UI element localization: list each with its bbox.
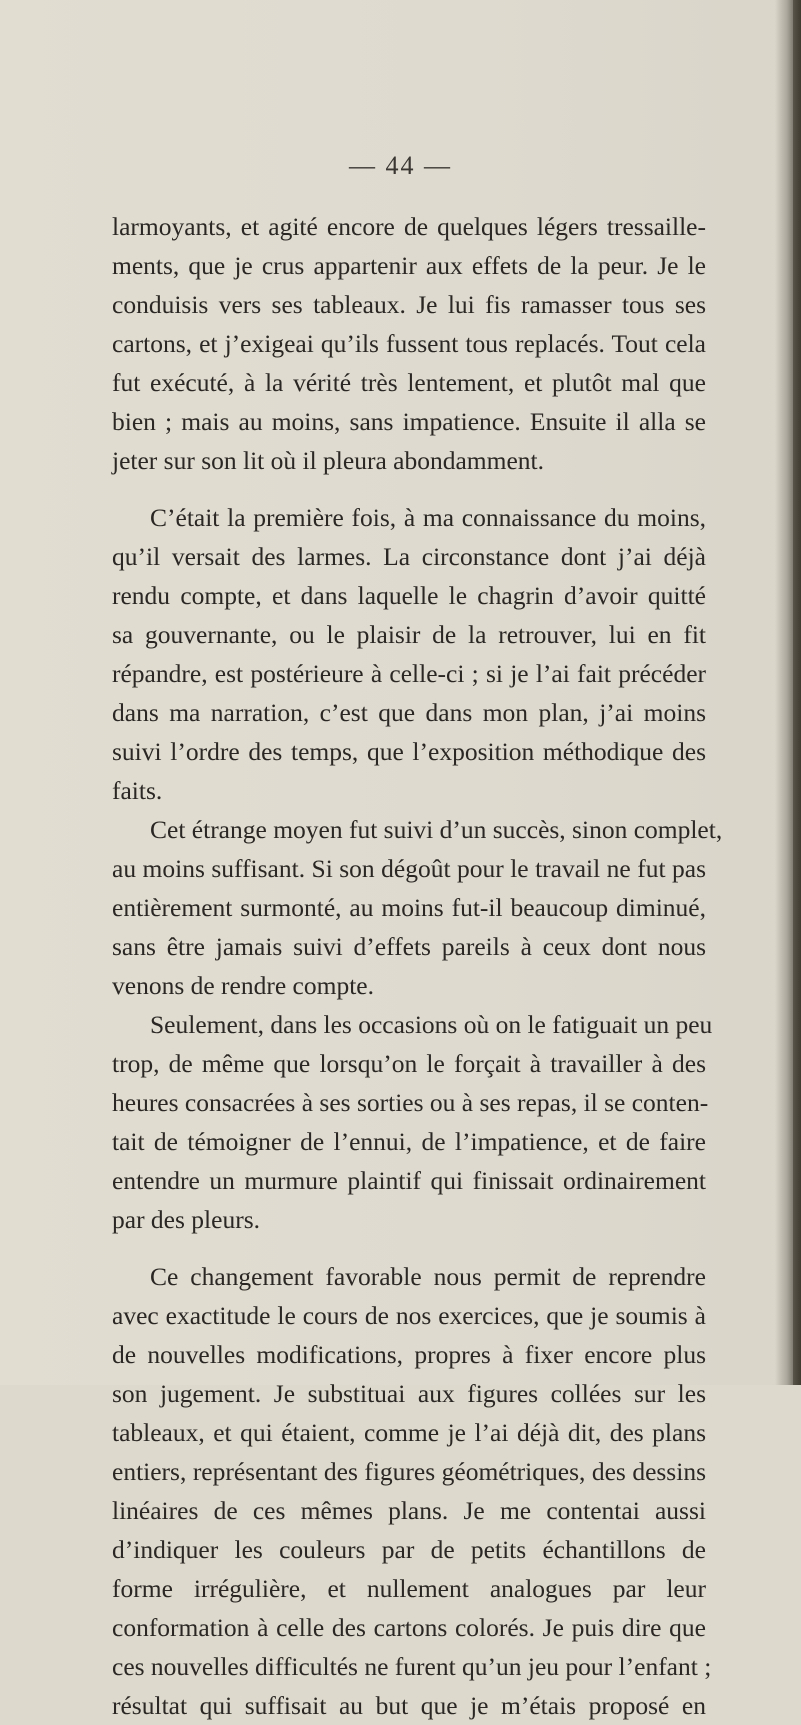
text-line: entendre un murmure plaintif qui finissait ordinairement bbox=[112, 1166, 706, 1195]
text-line: par des pleurs. bbox=[112, 1205, 260, 1234]
text-line: dans ma narration, c’est que dans mon plan, j’ai moins bbox=[112, 698, 706, 727]
text-line: bien ; mais au moins, sans impatience. Ensuite il alla se bbox=[112, 407, 706, 436]
text-line: de nouvelles modifications, propres à fixer encore plus bbox=[112, 1340, 706, 1369]
text-line: Ce changement favorable nous permit de reprendre bbox=[150, 1262, 706, 1291]
text-line: heures consacrées à ses sorties ou à ses repas, il se conten- bbox=[112, 1088, 709, 1117]
text-line: son jugement. Je substituai aux figures collées sur les bbox=[112, 1379, 706, 1408]
paragraph bbox=[112, 1257, 712, 1725]
paragraph bbox=[112, 1005, 713, 1239]
text-line: sa gouvernante, ou le plaisir de la retrouver, lui en fit bbox=[112, 620, 706, 649]
text-line: tait de témoigner de l’ennui, de l’impatience, et de faire bbox=[112, 1127, 706, 1156]
text-line: avec exactitude le cours de nos exercices, que je soumis à bbox=[112, 1301, 706, 1330]
text-line: résultat qui suffisait au but que je m’étais proposé en bbox=[112, 1691, 706, 1720]
text-line: conformation à celle des cartons colorés. Je puis dire que bbox=[112, 1613, 706, 1642]
text-line: trop, de même que lorsqu’on le forçait à travailler à des bbox=[112, 1049, 706, 1078]
text-line: Seulement, dans les occasions où on le fatiguait un peu bbox=[150, 1010, 713, 1039]
text-line: C’était la première fois, à ma connaissance du moins, bbox=[150, 503, 706, 532]
paragraph bbox=[112, 810, 723, 1005]
text-line: linéaires de ces mêmes plans. Je me contentai aussi bbox=[112, 1496, 706, 1525]
text-line: entièrement surmonté, au moins fut-il beaucoup diminué, bbox=[112, 893, 706, 922]
text-line: fut exécuté, à la vérité très lentement, et plutôt mal que bbox=[112, 368, 706, 397]
text-line: tableaux, et qui étaient, comme je l’ai déjà dit, des plans bbox=[112, 1418, 706, 1447]
paragraph bbox=[112, 498, 706, 810]
text-line: jeter sur son lit où il pleura abondamment. bbox=[112, 446, 544, 475]
text-line: qu’il versait des larmes. La circonstance dont j’ai déjà bbox=[112, 542, 706, 571]
text-line: venons de rendre compte. bbox=[112, 971, 374, 1000]
paragraph-gap bbox=[112, 480, 706, 498]
text-line: répandre, est postérieure à celle-ci ; si je l’ai fait précéder bbox=[112, 659, 706, 688]
text-line: ces nouvelles difficultés ne furent qu’un jeu pour l’enfant ; bbox=[112, 1652, 712, 1681]
page-edge-binding bbox=[793, 0, 801, 1385]
text-line: Cet étrange moyen fut suivi d’un succès, sinon complet, bbox=[150, 815, 723, 844]
page-number: — 44 — bbox=[349, 151, 452, 180]
paragraph bbox=[112, 207, 706, 480]
text-line: conduisis vers ses tableaux. Je lui fis ramasser tous ses bbox=[112, 290, 706, 319]
text-line: suivi l’ordre des temps, que l’exposition méthodique des bbox=[112, 737, 706, 766]
text-line: au moins suffisant. Si son dégoût pour le travail ne fut pas bbox=[112, 854, 706, 883]
body-text bbox=[112, 207, 723, 1725]
text-line: forme irrégulière, et nullement analogues par leur bbox=[112, 1574, 706, 1603]
text-line: ments, que je crus appartenir aux effets de la peur. Je le bbox=[112, 251, 706, 280]
text-line: cartons, et j’exigeai qu’ils fussent tous replacés. Tout cela bbox=[112, 329, 706, 358]
text-line: sans être jamais suivi d’effets pareils à ceux dont nous bbox=[112, 932, 706, 961]
text-line: d’indiquer les couleurs par de petits échantillons de bbox=[112, 1535, 706, 1564]
paragraph-gap bbox=[112, 1239, 706, 1257]
text-line: larmoyants, et agité encore de quelques légers tressaille- bbox=[112, 212, 706, 241]
text-line: rendu compte, et dans laquelle le chagrin d’avoir quitté bbox=[112, 581, 706, 610]
text-line: faits. bbox=[112, 776, 163, 805]
text-line: entiers, représentant des figures géométriques, des dessins bbox=[112, 1457, 706, 1486]
